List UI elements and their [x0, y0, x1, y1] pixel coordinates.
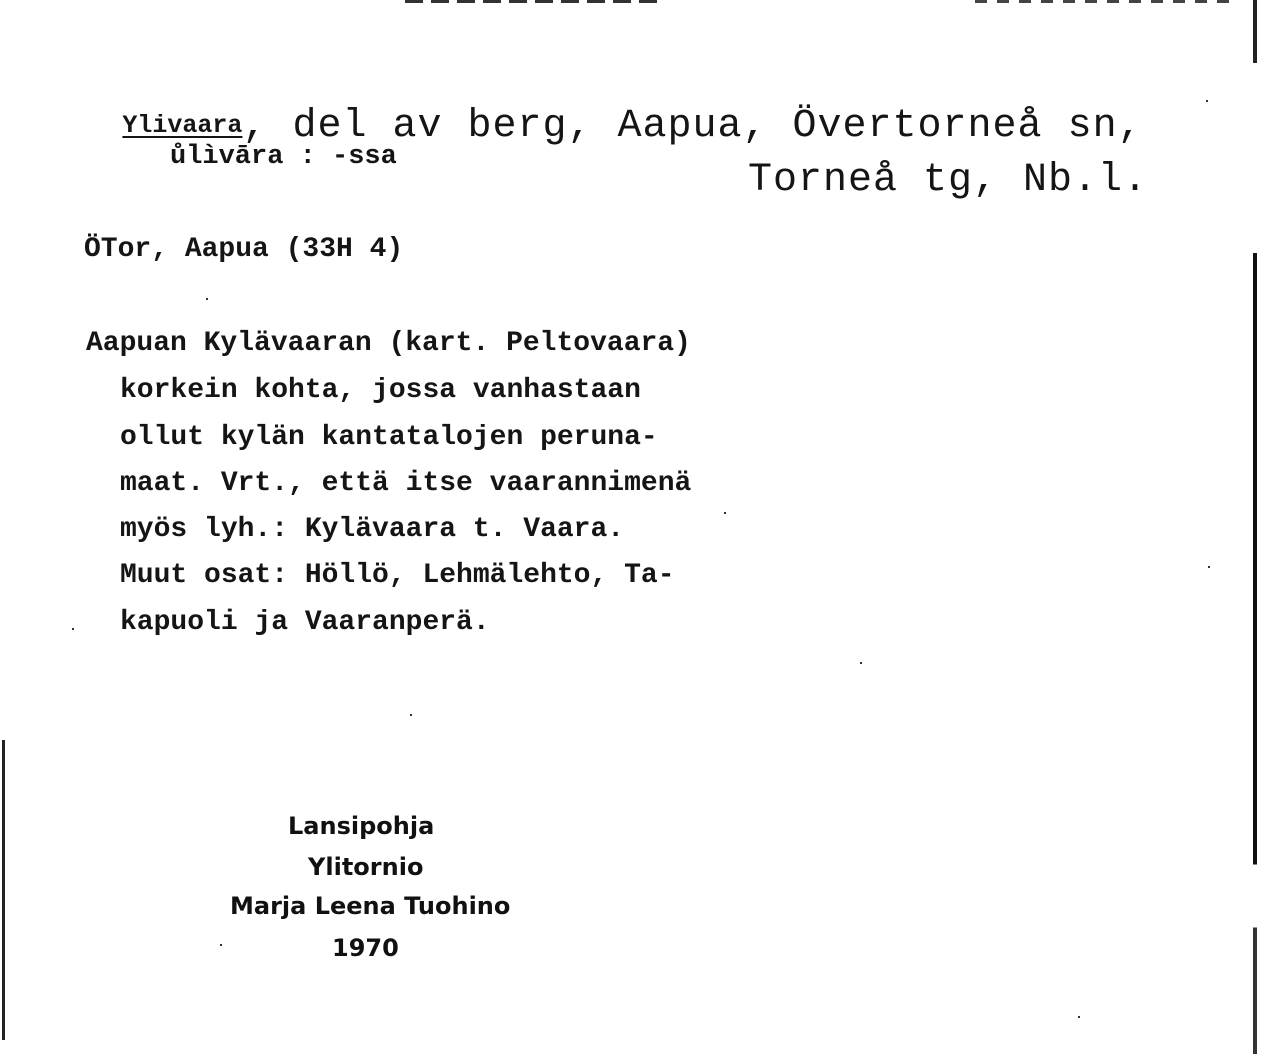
description-line-1: Aapuan Kylävaaran (kart. Peltovaara) [86, 328, 691, 359]
scan-speck [410, 714, 412, 716]
scan-speck [1078, 1016, 1080, 1018]
description-line-5: myös lyh.: Kylävaara t. Vaara. [120, 514, 625, 545]
headword: Ylivaara [122, 111, 243, 140]
scan-speck [72, 628, 74, 630]
location-line: Torneå tg, Nb.l. [748, 158, 1149, 203]
stamp-year: 1970 [332, 934, 399, 962]
scan-edge-top-right [975, 0, 1235, 3]
description-line-6: Muut osat: Höllö, Lehmälehto, Ta- [120, 560, 675, 591]
scan-speck [1208, 566, 1210, 568]
scan-speck [220, 944, 222, 946]
description-line-2: korkein kohta, jossa vanhastaan [120, 375, 641, 406]
stamp-collector: Marja Leena Tuohino [230, 892, 511, 920]
scan-speck [860, 662, 862, 664]
scan-speck [206, 298, 208, 300]
description-line-3: ollut kylän kantatalojen peruna- [120, 422, 658, 453]
scan-speck [724, 512, 726, 514]
scan-edge-left [2, 740, 5, 1040]
stamp-municipality: Ylitornio [308, 853, 424, 881]
pronunciation: ůlìvāra : -ssa [170, 142, 397, 172]
scan-edge-top [405, 0, 665, 3]
scan-edge-right [1253, 0, 1257, 1054]
heading-rest: , del av berg, Aapua, Övertorneå sn, [242, 104, 1143, 149]
map-reference: ÖTor, Aapua (33H 4) [84, 234, 404, 265]
stamp-region: Lansipohja [288, 812, 435, 840]
description-line-4: maat. Vrt., että itse vaarannimenä [120, 468, 692, 499]
scan-speck [1206, 100, 1208, 102]
description-line-7: kapuoli ja Vaaranperä. [120, 607, 490, 638]
